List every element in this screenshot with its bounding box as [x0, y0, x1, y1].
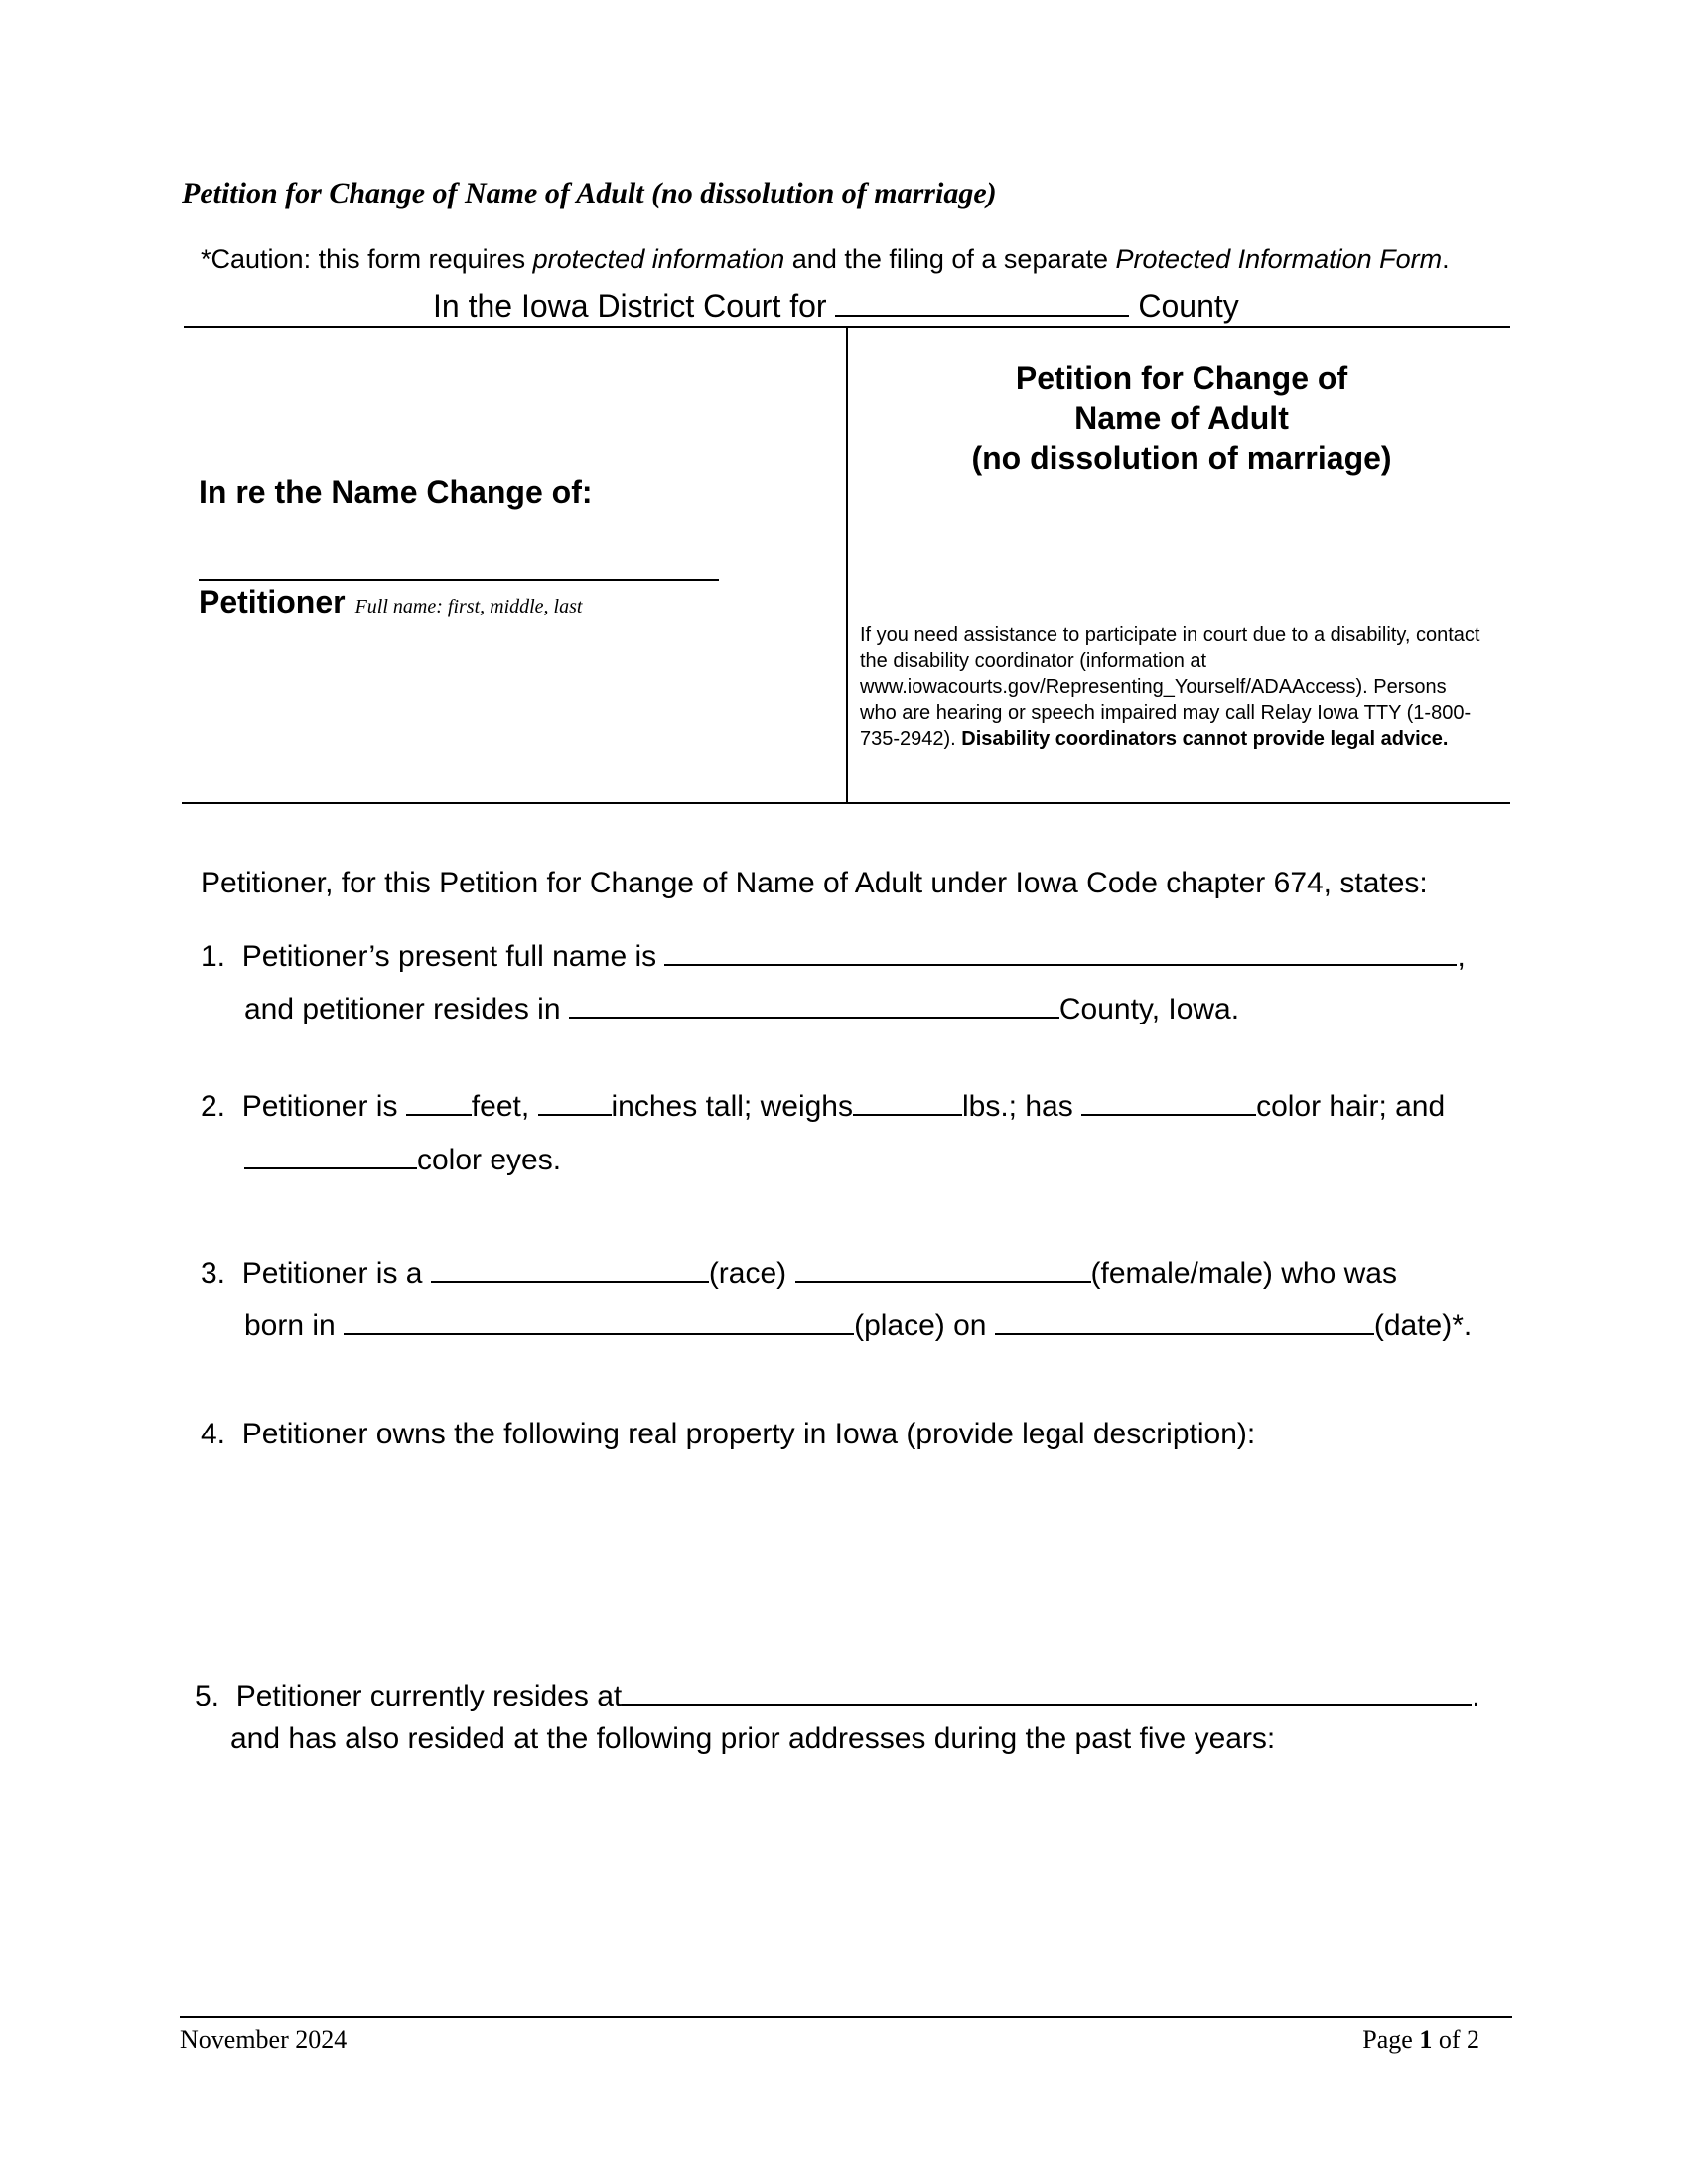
item-5-line-2: and has also resided at the following prior addresses during the past five years: — [230, 1722, 1276, 1755]
petitioner-name-field[interactable] — [199, 539, 719, 581]
item-2-eyes-label: color eyes. — [417, 1144, 562, 1176]
item-2-hair-label: color hair; and — [1256, 1090, 1446, 1123]
footer-date: November 2024 — [180, 2025, 348, 2054]
court-line-prefix: In the Iowa District Court for — [433, 288, 827, 324]
item-1-number: 1. — [201, 940, 226, 973]
footer-page-prefix: Page — [1362, 2025, 1420, 2054]
item-5-number: 5. — [195, 1680, 220, 1712]
item-3-line-1 — [201, 1251, 1397, 1292]
petitioner-label: Petitioner — [199, 584, 346, 619]
petitioner-hint: Full name: first, middle, last — [354, 596, 583, 617]
court-line — [433, 283, 1239, 325]
item-1-resides-label: and petitioner resides in — [244, 993, 561, 1025]
hair-color-field[interactable] — [1081, 1084, 1256, 1116]
item-5-line-1 — [195, 1674, 1480, 1714]
item-5-period: . — [1472, 1680, 1480, 1712]
item-2-feet-label: feet, — [471, 1090, 530, 1123]
race-field[interactable] — [431, 1251, 709, 1283]
item-3-label: Petitioner is a — [241, 1257, 423, 1290]
height-feet-field[interactable] — [406, 1084, 472, 1116]
item-1-label: Petitioner’s present full name is — [241, 940, 657, 973]
eye-color-field[interactable] — [244, 1138, 417, 1169]
item-4-text: Petitioner owns the following real property in Iowa (provide legal description): — [241, 1418, 1256, 1450]
birth-date-field[interactable] — [995, 1303, 1374, 1335]
item-4-number: 4. — [201, 1418, 226, 1450]
item-2-number: 2. — [201, 1090, 226, 1123]
document-title — [849, 358, 1514, 478]
item-3-date-label: (date)*. — [1373, 1309, 1473, 1342]
caption-divider — [846, 327, 848, 803]
item-1-comma: , — [1457, 940, 1466, 973]
residence-county-field[interactable] — [569, 987, 1059, 1019]
item-1-line-1 — [201, 934, 1466, 975]
item-3-line-2 — [244, 1303, 1472, 1344]
document-title-line-3: (no dissolution of marriage) — [971, 440, 1392, 476]
height-inches-field[interactable] — [538, 1084, 612, 1116]
caution-suffix: . — [1442, 244, 1450, 274]
footer-page-suffix: of 2 — [1432, 2025, 1479, 2054]
caution-notice — [201, 244, 1450, 275]
item-3-number: 3. — [201, 1257, 226, 1290]
weight-field[interactable] — [853, 1084, 962, 1116]
caution-middle: and the filing of a separate — [784, 244, 1116, 274]
item-3-born-label: born in — [244, 1309, 336, 1342]
item-5-label: Petitioner currently resides at — [235, 1680, 623, 1712]
court-line-suffix: County — [1138, 288, 1239, 324]
ada-notice-text: If you need assistance to participate in court due to a disability, contact the disability coordinator (information at www.iowacourts.gov/Representing_Yourself/ADAAccess). Persons who are hearing or speech impaired may call Relay Iowa TTY (1-800-735-2942). — [860, 624, 1480, 750]
item-2-line-1 — [201, 1084, 1445, 1125]
prior-addresses-area[interactable] — [230, 1777, 1481, 1995]
item-2-lbs-label: lbs.; has — [961, 1090, 1073, 1123]
item-3-place-label: (place) on — [854, 1309, 987, 1342]
item-3-sex-label: (female/male) who was — [1090, 1257, 1397, 1290]
item-2-line-2 — [244, 1138, 561, 1178]
item-3-race-label: (race) — [708, 1257, 787, 1290]
birth-place-field[interactable] — [344, 1303, 854, 1335]
ada-notice-bold: Disability coordinators cannot provide legal advice. — [961, 728, 1449, 750]
document-title-line-2: Name of Adult — [1074, 400, 1289, 436]
footer-page-number — [1350, 2025, 1479, 2055]
county-field[interactable] — [835, 283, 1129, 317]
caption-bottom-rule — [182, 802, 1510, 804]
present-full-name-field[interactable] — [664, 934, 1457, 966]
real-property-description-area[interactable] — [244, 1469, 1485, 1668]
caution-italic-1: protected information — [532, 244, 785, 274]
petitioner-label-row — [199, 584, 582, 620]
caution-prefix: *Caution: this form requires — [201, 244, 533, 274]
item-1-county-suffix: County, Iowa. — [1058, 993, 1240, 1025]
ada-notice — [860, 622, 1487, 751]
footer-rule — [180, 2016, 1512, 2018]
current-address-field[interactable] — [622, 1674, 1472, 1706]
intro-statement: Petitioner, for this Petition for Change of Name of Adult under Iowa Code chapter 674, states: — [201, 867, 1428, 899]
item-4 — [201, 1417, 1255, 1452]
caution-italic-2: Protected Information Form — [1115, 244, 1443, 274]
item-2-label: Petitioner is — [241, 1090, 398, 1123]
document-title-line-1: Petition for Change of — [1015, 360, 1348, 396]
form-title: Petition for Change of Name of Adult (no dissolution of marriage) — [182, 177, 997, 209]
item-2-inches-label: inches tall; weighs — [611, 1090, 853, 1123]
item-1-line-2 — [244, 987, 1239, 1027]
in-re-heading: In re the Name Change of: — [199, 475, 593, 510]
footer-page-current: 1 — [1419, 2025, 1433, 2054]
sex-field[interactable] — [795, 1251, 1091, 1283]
